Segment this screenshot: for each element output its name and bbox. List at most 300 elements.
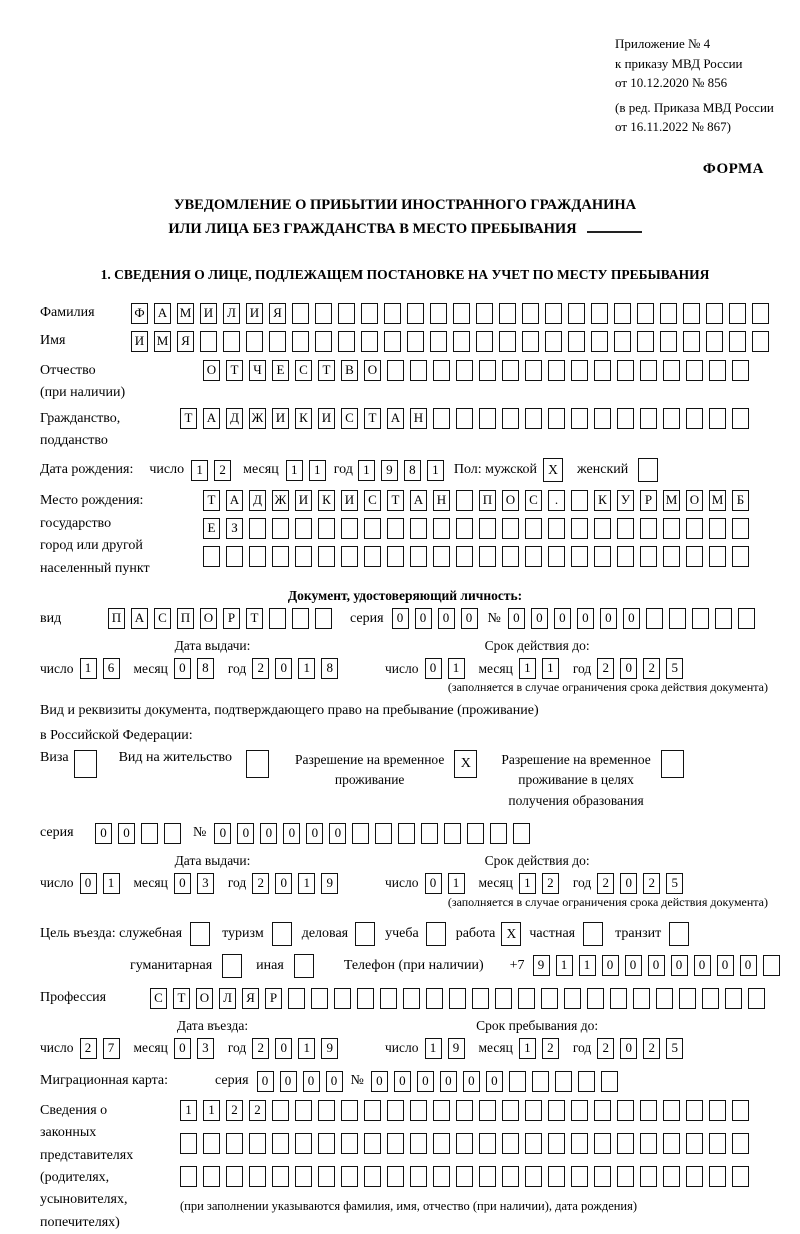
char-cell-filled[interactable]: Т: [226, 360, 243, 381]
char-cell-filled[interactable]: 2: [542, 1038, 559, 1059]
char-cell-filled[interactable]: 2: [643, 1038, 660, 1059]
char-cell-filled[interactable]: 0: [329, 823, 346, 844]
valid-year-cells[interactable]: [597, 873, 689, 894]
char-cell-empty[interactable]: [729, 331, 746, 352]
char-cell-filled[interactable]: У: [617, 490, 634, 511]
entry-day-cells[interactable]: [80, 1038, 126, 1059]
char-cell-empty[interactable]: [617, 518, 634, 539]
char-cell-empty[interactable]: [203, 1166, 220, 1187]
char-cell-empty[interactable]: [456, 360, 473, 381]
char-cell-filled[interactable]: Т: [180, 408, 197, 429]
char-cell-filled[interactable]: Ж: [272, 490, 289, 511]
mc-number-cells[interactable]: [371, 1071, 624, 1092]
birth-place-row-1[interactable]: [203, 490, 755, 511]
char-cell-empty[interactable]: [294, 954, 314, 978]
char-cell-filled[interactable]: 0: [118, 823, 135, 844]
stay-year-cells[interactable]: [597, 1038, 689, 1059]
char-cell-empty[interactable]: [732, 546, 749, 567]
char-cell-empty[interactable]: [272, 518, 289, 539]
char-cell-empty[interactable]: [272, 546, 289, 567]
char-cell-filled[interactable]: 1: [298, 873, 315, 894]
char-cell-filled[interactable]: 9: [448, 1038, 465, 1059]
char-cell-empty[interactable]: [222, 954, 242, 978]
char-cell-filled[interactable]: Р: [223, 608, 240, 629]
char-cell-empty[interactable]: [709, 546, 726, 567]
char-cell-empty[interactable]: [269, 608, 286, 629]
char-cell-filled[interactable]: 0: [237, 823, 254, 844]
char-cell-empty[interactable]: [200, 331, 217, 352]
char-cell-filled[interactable]: 0: [440, 1071, 457, 1092]
char-cell-empty[interactable]: [617, 1133, 634, 1154]
char-cell-empty[interactable]: [663, 1100, 680, 1121]
char-cell-empty[interactable]: [223, 331, 240, 352]
char-cell-empty[interactable]: [338, 331, 355, 352]
char-cell-empty[interactable]: [456, 408, 473, 429]
char-cell-empty[interactable]: [456, 1100, 473, 1121]
char-cell-filled[interactable]: 0: [694, 955, 711, 976]
char-cell-empty[interactable]: [683, 303, 700, 324]
char-cell-empty[interactable]: [318, 518, 335, 539]
char-cell-empty[interactable]: [472, 988, 489, 1009]
char-cell-filled[interactable]: 8: [321, 658, 338, 679]
char-cell-filled[interactable]: О: [203, 360, 220, 381]
char-cell-filled[interactable]: М: [154, 331, 171, 352]
mc-series-cells[interactable]: [257, 1071, 349, 1092]
char-cell-filled[interactable]: Ч: [249, 360, 266, 381]
char-cell-empty[interactable]: [640, 408, 657, 429]
char-cell-filled[interactable]: 1: [180, 1100, 197, 1121]
char-cell-empty[interactable]: [548, 518, 565, 539]
char-cell-filled[interactable]: Е: [272, 360, 289, 381]
char-cell-empty[interactable]: [295, 1133, 312, 1154]
char-cell-filled[interactable]: 0: [620, 873, 637, 894]
sex-female-checkbox[interactable]: [638, 458, 664, 482]
char-cell-empty[interactable]: [407, 331, 424, 352]
char-cell-filled[interactable]: П: [108, 608, 125, 629]
char-cell-empty[interactable]: [410, 1100, 427, 1121]
char-cell-empty[interactable]: [364, 1133, 381, 1154]
char-cell-empty[interactable]: [548, 1100, 565, 1121]
char-cell-empty[interactable]: [203, 546, 220, 567]
char-cell-filled[interactable]: 0: [260, 823, 277, 844]
char-cell-empty[interactable]: [594, 360, 611, 381]
char-cell-empty[interactable]: [190, 922, 210, 946]
char-cell-empty[interactable]: [364, 546, 381, 567]
char-cell-empty[interactable]: [548, 546, 565, 567]
char-cell-filled[interactable]: 0: [371, 1071, 388, 1092]
temp-residence-checkbox[interactable]: [454, 750, 477, 778]
char-cell-filled[interactable]: А: [154, 303, 171, 324]
char-cell-filled[interactable]: Т: [318, 360, 335, 381]
char-cell-filled[interactable]: 1: [542, 658, 559, 679]
char-cell-empty[interactable]: [341, 1133, 358, 1154]
valid-day-cells[interactable]: [425, 873, 471, 894]
char-cell-empty[interactable]: [453, 331, 470, 352]
char-cell-filled[interactable]: 2: [249, 1100, 266, 1121]
char-cell-empty[interactable]: [545, 331, 562, 352]
char-cell-empty[interactable]: [637, 303, 654, 324]
char-cell-filled[interactable]: Т: [364, 408, 381, 429]
char-cell-filled[interactable]: И: [272, 408, 289, 429]
char-cell-filled[interactable]: 1: [427, 460, 444, 481]
char-cell-empty[interactable]: [269, 331, 286, 352]
char-cell-empty[interactable]: [578, 1071, 595, 1092]
valid-day-cells[interactable]: [425, 658, 471, 679]
char-cell-empty[interactable]: [571, 1166, 588, 1187]
char-cell-empty[interactable]: [433, 1133, 450, 1154]
char-cell-filled[interactable]: Е: [203, 518, 220, 539]
doc-series-cells[interactable]: [392, 608, 484, 629]
char-cell-filled[interactable]: 1: [298, 1038, 315, 1059]
char-cell-filled[interactable]: Б: [732, 490, 749, 511]
char-cell-empty[interactable]: [640, 1166, 657, 1187]
char-cell-empty[interactable]: [288, 988, 305, 1009]
char-cell-filled[interactable]: 3: [197, 873, 214, 894]
valid-year-cells[interactable]: [597, 658, 689, 679]
char-cell-empty[interactable]: [663, 1133, 680, 1154]
char-cell-empty[interactable]: [246, 750, 269, 778]
char-cell-empty[interactable]: [715, 608, 732, 629]
residence-permit-checkbox[interactable]: [246, 750, 269, 778]
entry-month-cells[interactable]: [174, 1038, 220, 1059]
char-cell-empty[interactable]: [663, 546, 680, 567]
char-cell-filled[interactable]: 9: [381, 460, 398, 481]
residence-series-cells[interactable]: [95, 823, 187, 844]
char-cell-empty[interactable]: [407, 303, 424, 324]
char-cell-filled[interactable]: Я: [269, 303, 286, 324]
char-cell-empty[interactable]: [444, 823, 461, 844]
char-cell-empty[interactable]: [341, 1100, 358, 1121]
char-cell-empty[interactable]: [663, 360, 680, 381]
char-cell-filled[interactable]: И: [295, 490, 312, 511]
char-cell-empty[interactable]: [748, 988, 765, 1009]
char-cell-empty[interactable]: [548, 360, 565, 381]
char-cell-filled[interactable]: А: [410, 490, 427, 511]
char-cell-filled[interactable]: 1: [80, 658, 97, 679]
char-cell-empty[interactable]: [661, 750, 684, 778]
char-cell-empty[interactable]: [387, 1100, 404, 1121]
char-cell-empty[interactable]: [249, 546, 266, 567]
char-cell-filled[interactable]: 0: [554, 608, 571, 629]
char-cell-empty[interactable]: [476, 331, 493, 352]
char-cell-empty[interactable]: [315, 303, 332, 324]
char-cell-empty[interactable]: [640, 518, 657, 539]
char-cell-filled[interactable]: 8: [404, 460, 421, 481]
char-cell-empty[interactable]: [732, 1133, 749, 1154]
char-cell-filled[interactable]: 2: [597, 658, 614, 679]
char-cell-empty[interactable]: [522, 303, 539, 324]
char-cell-empty[interactable]: [502, 408, 519, 429]
entry-year-cells[interactable]: [252, 1038, 344, 1059]
char-cell-empty[interactable]: [398, 823, 415, 844]
doc-number-cells[interactable]: [508, 608, 761, 629]
char-cell-filled[interactable]: 1: [519, 873, 536, 894]
char-cell-filled[interactable]: 2: [214, 460, 231, 481]
char-cell-filled[interactable]: 2: [542, 873, 559, 894]
surname-cells[interactable]: [131, 303, 775, 324]
char-cell-empty[interactable]: [272, 1166, 289, 1187]
char-cell-empty[interactable]: [384, 331, 401, 352]
char-cell-empty[interactable]: [226, 1133, 243, 1154]
char-cell-filled[interactable]: 0: [80, 873, 97, 894]
char-cell-filled[interactable]: С: [341, 408, 358, 429]
char-cell-empty[interactable]: [479, 546, 496, 567]
char-cell-filled[interactable]: О: [196, 988, 213, 1009]
char-cell-empty[interactable]: [617, 1166, 634, 1187]
char-cell-empty[interactable]: [226, 1166, 243, 1187]
citizenship-cells[interactable]: [180, 408, 755, 429]
char-cell-empty[interactable]: [467, 823, 484, 844]
char-cell-empty[interactable]: [571, 1100, 588, 1121]
char-cell-filled[interactable]: З: [226, 518, 243, 539]
char-cell-empty[interactable]: [663, 518, 680, 539]
char-cell-filled[interactable]: Д: [226, 408, 243, 429]
char-cell-empty[interactable]: [548, 1133, 565, 1154]
char-cell-empty[interactable]: [763, 955, 780, 976]
char-cell-empty[interactable]: [364, 1100, 381, 1121]
char-cell-empty[interactable]: [591, 331, 608, 352]
char-cell-empty[interactable]: [686, 546, 703, 567]
char-cell-empty[interactable]: [318, 1100, 335, 1121]
char-cell-empty[interactable]: [141, 823, 158, 844]
char-cell-filled[interactable]: А: [203, 408, 220, 429]
char-cell-empty[interactable]: [513, 823, 530, 844]
char-cell-filled[interactable]: 2: [80, 1038, 97, 1059]
char-cell-empty[interactable]: [679, 988, 696, 1009]
birth-year-cells[interactable]: [358, 460, 450, 481]
char-cell-empty[interactable]: [752, 331, 769, 352]
char-cell-filled[interactable]: Т: [387, 490, 404, 511]
char-cell-empty[interactable]: [433, 360, 450, 381]
char-cell-empty[interactable]: [568, 331, 585, 352]
char-cell-empty[interactable]: [479, 1166, 496, 1187]
char-cell-filled[interactable]: К: [295, 408, 312, 429]
char-cell-empty[interactable]: [295, 546, 312, 567]
char-cell-empty[interactable]: [669, 608, 686, 629]
char-cell-filled[interactable]: 0: [306, 823, 323, 844]
char-cell-empty[interactable]: [426, 922, 446, 946]
char-cell-filled[interactable]: Н: [410, 408, 427, 429]
char-cell-empty[interactable]: [410, 546, 427, 567]
char-cell-filled[interactable]: 9: [321, 1038, 338, 1059]
issue-month-cells[interactable]: [174, 658, 220, 679]
char-cell-empty[interactable]: [292, 303, 309, 324]
char-cell-empty[interactable]: [502, 1100, 519, 1121]
char-cell-empty[interactable]: [318, 1166, 335, 1187]
char-cell-filled[interactable]: С: [295, 360, 312, 381]
char-cell-filled[interactable]: 2: [252, 873, 269, 894]
issue-day-cells[interactable]: [80, 658, 126, 679]
char-cell-empty[interactable]: [686, 518, 703, 539]
char-cell-empty[interactable]: [594, 518, 611, 539]
char-cell-filled[interactable]: Ф: [131, 303, 148, 324]
char-cell-filled[interactable]: 1: [519, 1038, 536, 1059]
char-cell-empty[interactable]: [272, 1100, 289, 1121]
char-cell-empty[interactable]: [74, 750, 97, 778]
birth-place-row-3[interactable]: [203, 546, 755, 567]
char-cell-filled[interactable]: 0: [303, 1071, 320, 1092]
char-cell-empty[interactable]: [338, 303, 355, 324]
char-cell-filled[interactable]: И: [341, 490, 358, 511]
char-cell-empty[interactable]: [525, 1100, 542, 1121]
char-cell-empty[interactable]: [702, 988, 719, 1009]
char-cell-empty[interactable]: [502, 360, 519, 381]
char-cell-empty[interactable]: [683, 331, 700, 352]
char-cell-filled[interactable]: 3: [197, 1038, 214, 1059]
purpose-official-checkbox[interactable]: [190, 922, 216, 946]
char-cell-filled[interactable]: 0: [326, 1071, 343, 1092]
stay-month-cells[interactable]: [519, 1038, 565, 1059]
char-cell-empty[interactable]: [525, 408, 542, 429]
char-cell-filled[interactable]: 0: [717, 955, 734, 976]
char-cell-empty[interactable]: [410, 1133, 427, 1154]
char-cell-empty[interactable]: [525, 1166, 542, 1187]
char-cell-empty[interactable]: [410, 518, 427, 539]
char-cell-empty[interactable]: [594, 1100, 611, 1121]
char-cell-empty[interactable]: [545, 303, 562, 324]
char-cell-empty[interactable]: [433, 1166, 450, 1187]
char-cell-empty[interactable]: [246, 331, 263, 352]
char-cell-empty[interactable]: [548, 408, 565, 429]
char-cell-empty[interactable]: [499, 331, 516, 352]
char-cell-filled[interactable]: 0: [620, 658, 637, 679]
char-cell-empty[interactable]: [249, 518, 266, 539]
char-cell-filled[interactable]: Я: [242, 988, 259, 1009]
char-cell-filled[interactable]: 2: [252, 1038, 269, 1059]
representatives-row-1[interactable]: [180, 1100, 755, 1121]
char-cell-filled[interactable]: 1: [191, 460, 208, 481]
purpose-private-checkbox[interactable]: [583, 922, 609, 946]
char-cell-filled[interactable]: О: [200, 608, 217, 629]
char-cell-empty[interactable]: [479, 518, 496, 539]
char-cell-empty[interactable]: [692, 608, 709, 629]
char-cell-empty[interactable]: [433, 1100, 450, 1121]
temp-residence-edu-checkbox[interactable]: [661, 750, 684, 778]
char-cell-empty[interactable]: [709, 360, 726, 381]
char-cell-filled[interactable]: 0: [95, 823, 112, 844]
char-cell-filled[interactable]: X: [543, 458, 563, 482]
char-cell-empty[interactable]: [292, 331, 309, 352]
char-cell-filled[interactable]: 0: [174, 873, 191, 894]
char-cell-filled[interactable]: 0: [486, 1071, 503, 1092]
char-cell-filled[interactable]: 0: [620, 1038, 637, 1059]
char-cell-filled[interactable]: X: [501, 922, 521, 946]
char-cell-empty[interactable]: [525, 1133, 542, 1154]
char-cell-empty[interactable]: [709, 1166, 726, 1187]
char-cell-empty[interactable]: [656, 988, 673, 1009]
representatives-row-3[interactable]: [180, 1166, 755, 1187]
char-cell-empty[interactable]: [640, 360, 657, 381]
char-cell-empty[interactable]: [479, 1133, 496, 1154]
char-cell-empty[interactable]: [430, 331, 447, 352]
char-cell-empty[interactable]: [364, 518, 381, 539]
char-cell-empty[interactable]: [732, 1166, 749, 1187]
char-cell-filled[interactable]: М: [177, 303, 194, 324]
char-cell-filled[interactable]: 0: [461, 608, 478, 629]
char-cell-empty[interactable]: [318, 546, 335, 567]
given-name-cells[interactable]: [131, 331, 775, 352]
char-cell-filled[interactable]: С: [150, 988, 167, 1009]
char-cell-filled[interactable]: Ж: [249, 408, 266, 429]
char-cell-filled[interactable]: 0: [508, 608, 525, 629]
char-cell-empty[interactable]: [341, 546, 358, 567]
char-cell-filled[interactable]: 1: [358, 460, 375, 481]
char-cell-empty[interactable]: [686, 1133, 703, 1154]
char-cell-filled[interactable]: 0: [740, 955, 757, 976]
char-cell-empty[interactable]: [164, 823, 181, 844]
char-cell-empty[interactable]: [617, 1100, 634, 1121]
char-cell-empty[interactable]: [732, 1100, 749, 1121]
char-cell-filled[interactable]: В: [341, 360, 358, 381]
title-blank-line[interactable]: [587, 217, 642, 233]
purpose-tourism-checkbox[interactable]: [272, 922, 298, 946]
char-cell-empty[interactable]: [249, 1133, 266, 1154]
purpose-humanitarian-checkbox[interactable]: [222, 954, 248, 978]
char-cell-empty[interactable]: [594, 408, 611, 429]
char-cell-empty[interactable]: [709, 408, 726, 429]
char-cell-empty[interactable]: [564, 988, 581, 1009]
char-cell-empty[interactable]: [548, 1166, 565, 1187]
char-cell-empty[interactable]: [499, 303, 516, 324]
char-cell-filled[interactable]: И: [318, 408, 335, 429]
purpose-business-checkbox[interactable]: [355, 922, 381, 946]
char-cell-filled[interactable]: 1: [309, 460, 326, 481]
char-cell-filled[interactable]: 0: [425, 873, 442, 894]
char-cell-filled[interactable]: 0: [275, 658, 292, 679]
char-cell-filled[interactable]: Л: [219, 988, 236, 1009]
char-cell-empty[interactable]: [686, 408, 703, 429]
char-cell-filled[interactable]: 0: [417, 1071, 434, 1092]
doc-kind-cells[interactable]: [108, 608, 338, 629]
char-cell-filled[interactable]: П: [177, 608, 194, 629]
char-cell-filled[interactable]: 0: [577, 608, 594, 629]
char-cell-empty[interactable]: [384, 303, 401, 324]
char-cell-filled[interactable]: А: [226, 490, 243, 511]
char-cell-empty[interactable]: [640, 546, 657, 567]
char-cell-empty[interactable]: [669, 922, 689, 946]
char-cell-empty[interactable]: [272, 922, 292, 946]
char-cell-filled[interactable]: 0: [280, 1071, 297, 1092]
char-cell-empty[interactable]: [638, 458, 658, 482]
char-cell-filled[interactable]: Т: [173, 988, 190, 1009]
char-cell-empty[interactable]: [591, 303, 608, 324]
profession-cells[interactable]: [150, 988, 771, 1009]
char-cell-empty[interactable]: [295, 518, 312, 539]
char-cell-filled[interactable]: 8: [197, 658, 214, 679]
char-cell-filled[interactable]: 2: [643, 658, 660, 679]
char-cell-empty[interactable]: [387, 518, 404, 539]
char-cell-filled[interactable]: 0: [415, 608, 432, 629]
char-cell-filled[interactable]: 2: [252, 658, 269, 679]
char-cell-empty[interactable]: [495, 988, 512, 1009]
birth-month-cells[interactable]: [286, 460, 332, 481]
char-cell-empty[interactable]: [660, 303, 677, 324]
char-cell-empty[interactable]: [518, 988, 535, 1009]
char-cell-empty[interactable]: [502, 546, 519, 567]
char-cell-empty[interactable]: [387, 360, 404, 381]
char-cell-filled[interactable]: Т: [203, 490, 220, 511]
char-cell-filled[interactable]: Я: [177, 331, 194, 352]
char-cell-empty[interactable]: [355, 922, 375, 946]
char-cell-empty[interactable]: [614, 303, 631, 324]
char-cell-filled[interactable]: 1: [286, 460, 303, 481]
stay-day-cells[interactable]: [425, 1038, 471, 1059]
char-cell-filled[interactable]: 5: [666, 658, 683, 679]
char-cell-filled[interactable]: К: [318, 490, 335, 511]
char-cell-empty[interactable]: [226, 546, 243, 567]
sex-male-checkbox[interactable]: [543, 458, 569, 482]
char-cell-empty[interactable]: [375, 823, 392, 844]
